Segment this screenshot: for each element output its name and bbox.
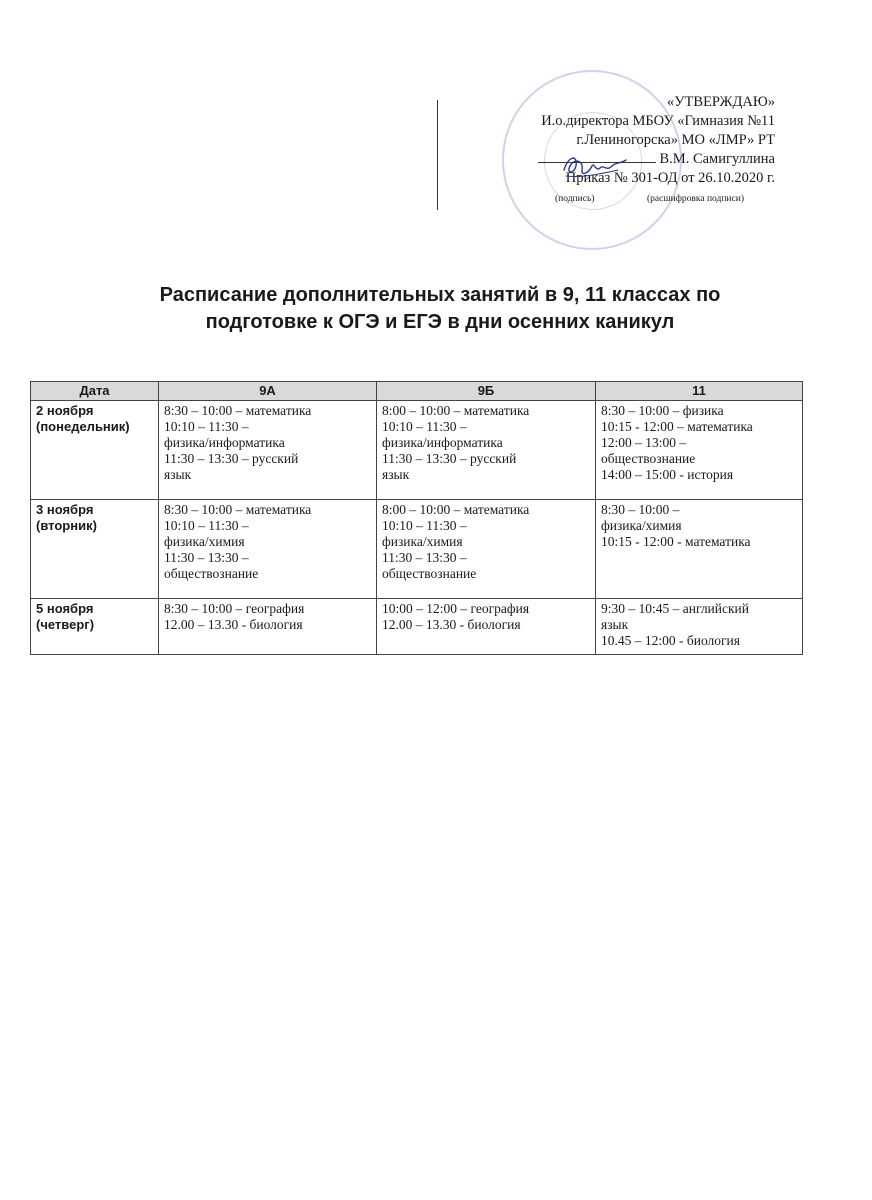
cell-9a: [159, 401, 377, 500]
cell-9b: [377, 599, 596, 655]
handwritten-signature: [560, 150, 630, 184]
cell-9b: [377, 500, 596, 599]
schedule-table: [30, 381, 803, 655]
document-title: [60, 282, 820, 336]
approval-heading: «УТВЕРЖДАЮ»: [667, 94, 775, 110]
sign-label: (подпись): [555, 194, 595, 204]
header-date: Дата: [31, 382, 159, 401]
table-row: [31, 401, 803, 500]
cell-9b-line: 10:00 – 12:00 – география: [382, 601, 530, 616]
cell-11-line: 14:00 – 15:00 - история: [601, 467, 734, 482]
title-line-1: Расписание дополнительных занятий в 9, 11 классах по: [159, 284, 721, 306]
cell-9b-line: 11:30 – 13:30 – русский: [382, 451, 517, 466]
decode-label: (расшифровка подписи): [647, 194, 744, 204]
cell-9b-line: физика/химия: [382, 534, 463, 549]
table-header-row: [31, 382, 803, 401]
date-cell-line: (понедельник): [36, 419, 130, 434]
cell-11-line: 10:15 - 12:00 - математика: [601, 534, 751, 549]
cell-9b-line: язык: [382, 467, 410, 482]
cell-11-line: 9:30 – 10:45 – английский: [601, 601, 750, 616]
cell-9a: [159, 599, 377, 655]
cell-9b-line: 11:30 – 13:30 –: [382, 550, 467, 565]
header-9a: 9А: [159, 382, 377, 401]
cell-9b-line: 8:00 – 10:00 – математика: [382, 502, 530, 517]
cell-9a-line: 10:10 – 11:30 –: [164, 419, 249, 434]
cell-9b-line: физика/информатика: [382, 435, 503, 450]
date-cell-line: 2 ноября: [36, 403, 94, 418]
cell-9a-line: 11:30 – 13:30 – русский: [164, 451, 299, 466]
table-row: [31, 599, 803, 655]
approval-position: И.о.директора МБОУ «Гимназия №11: [541, 113, 775, 129]
approval-name: В.М. Самигуллина: [659, 151, 775, 167]
table-body: [31, 401, 803, 655]
cell-11-line: 8:30 – 10:00 – физика: [601, 403, 724, 418]
cell-9b: [377, 401, 596, 500]
cell-11: [596, 401, 803, 500]
vertical-divider: [437, 100, 438, 210]
cell-9a-line: 10:10 – 11:30 –: [164, 518, 249, 533]
date-cell: [31, 500, 159, 599]
date-cell-line: (четверг): [36, 617, 95, 632]
date-cell-line: 3 ноября: [36, 502, 94, 517]
cell-9a: [159, 500, 377, 599]
cell-9a-line: физика/химия: [164, 534, 245, 549]
cell-11-line: физика/химия: [601, 518, 682, 533]
cell-9a-line: 8:30 – 10:00 – математика: [164, 403, 312, 418]
cell-9a-line: 8:30 – 10:00 – математика: [164, 502, 312, 517]
cell-11-line: 12:00 – 13:00 –: [601, 435, 687, 450]
cell-9a-line: физика/информатика: [164, 435, 285, 450]
cell-9a-line: 12.00 – 13.30 - биология: [164, 617, 303, 632]
cell-9a-line: обществознание: [164, 566, 259, 581]
cell-11-line: 10.45 – 12:00 - биология: [601, 633, 740, 648]
cell-9a-line: 8:30 – 10:00 – география: [164, 601, 305, 616]
date-cell-line: (вторник): [36, 518, 97, 533]
cell-11-line: 10:15 - 12:00 – математика: [601, 419, 753, 434]
title-line-2: подготовке к ОГЭ и ЕГЭ в дни осенних каникул: [205, 311, 675, 333]
cell-9a-line: язык: [164, 467, 192, 482]
date-cell-line: 5 ноября: [36, 601, 94, 616]
cell-9b-line: обществознание: [382, 566, 477, 581]
header-9b: 9Б: [377, 382, 596, 401]
cell-9b-line: 10:10 – 11:30 –: [382, 518, 467, 533]
cell-11: [596, 500, 803, 599]
cell-11-line: обществознание: [601, 451, 696, 466]
approval-organization: г.Лениногорска» МО «ЛМР» РТ: [576, 132, 775, 148]
cell-9b-line: 8:00 – 10:00 – математика: [382, 403, 530, 418]
cell-9b-line: 12.00 – 13.30 - биология: [382, 617, 521, 632]
date-cell: [31, 401, 159, 500]
header-11: 11: [596, 382, 803, 401]
date-cell: [31, 599, 159, 655]
cell-11: [596, 599, 803, 655]
cell-11-line: 8:30 – 10:00 –: [601, 502, 680, 517]
cell-11-line: язык: [601, 617, 629, 632]
cell-9a-line: 11:30 – 13:30 –: [164, 550, 249, 565]
cell-9b-line: 10:10 – 11:30 –: [382, 419, 467, 434]
approval-order: Приказ № 301-ОД от 26.10.2020 г.: [565, 170, 775, 186]
table-row: [31, 500, 803, 599]
